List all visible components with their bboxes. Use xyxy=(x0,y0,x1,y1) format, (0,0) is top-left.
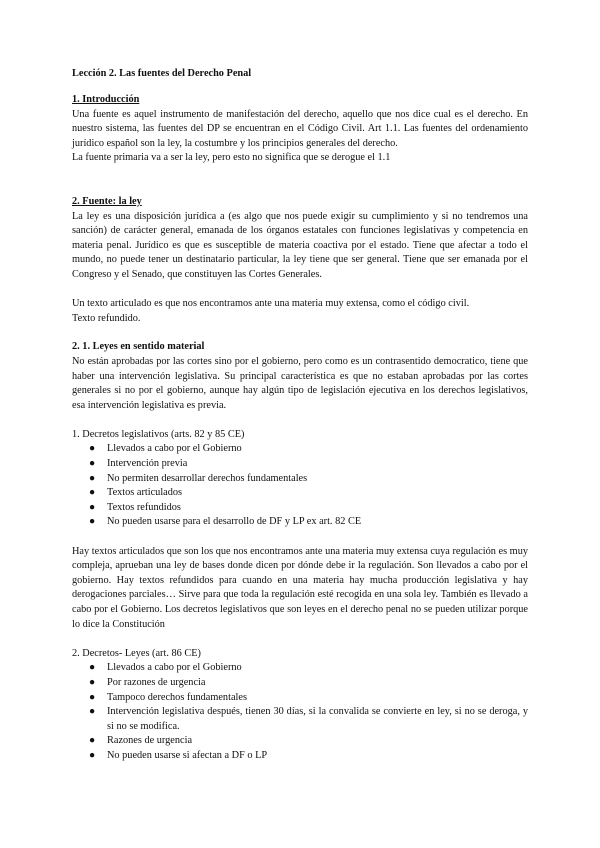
section-leyes-material-heading: 2. 1. Leyes en sentido material xyxy=(72,341,205,353)
leyes-material-paragraph-1: No están aprobadas por las cortes sino por el gobierno, pero como es un contrasentido democratico, tiene que haber una intervención legislativa. Su principal característica es que no estaban aprobadas por las cortes generales si no por el gobierno, aunque hay algún tipo de legislación ejecutiva en los derechos legislativos, esa intervención legislativa es previa. xyxy=(72,355,528,411)
list-item: ● Textos refundidos xyxy=(72,501,528,516)
bullet-icon: ● xyxy=(89,706,96,718)
ley-paragraph-1: La ley es una disposición jurídica a (es algo que nos puede exigir su cumplimiento y si no tendremos una sanción) de carácter general, emanada de los órganos estatales con funciones legislativas y competencia en materia penal. Jurídico es que es susceptible de materia coactiva por el estado. Tiene que afectar a todo el mundo, no puede tener un destinatario particular, la ley tiene que ser general. Tiene que ser emanada por el Congreso y el Senado, que constituyen las Cortes Generales. xyxy=(72,210,528,280)
ley-paragraph-2: Un texto articulado es que nos encontramos ante una materia muy extensa, como el código civil. xyxy=(72,298,470,310)
list-item: ● Intervención previa xyxy=(72,457,528,472)
decretos-leyes-title: 2. Decretos- Leyes (art. 86 CE) xyxy=(72,647,201,659)
document-title: Lección 2. Las fuentes del Derecho Penal xyxy=(72,68,252,79)
list-item: ● Intervención legislativa después, tienen 30 días, si la convalida se convierte en ley, si no se deroga, y si no se modifica. xyxy=(89,706,528,732)
section-introduccion-heading: 1. Introducción xyxy=(72,94,140,105)
bullet-icon: ● xyxy=(89,662,96,674)
bullet-icon: ● xyxy=(89,735,96,747)
list-item: ● Razones de urgencia xyxy=(72,734,528,749)
list-item: ● Tampoco derechos fundamentales xyxy=(72,691,528,706)
decretos-leyes-list xyxy=(72,661,528,763)
bullet-icon: ● xyxy=(89,749,96,761)
list-item: ● No pueden usarse para el desarrollo de DF y LP ex art. 82 CE xyxy=(72,515,528,530)
decretos-legislativos-list xyxy=(72,442,528,530)
bullet-icon: ● xyxy=(89,516,96,528)
bullet-icon: ● xyxy=(89,501,96,513)
bullet-icon: ● xyxy=(89,487,96,499)
intro-paragraph-2: La fuente primaria va a ser la ley, pero esto no significa que se derogue el 1.1 xyxy=(72,152,391,164)
list-item: ● No pueden usarse si afectan a DF o LP xyxy=(72,749,528,764)
list-item: ● Por razones de urgencia xyxy=(72,676,528,691)
textos-paragraph: Hay textos articulados que son los que nos encontramos ante una materia muy extensa cuya regulación es muy compleja, aprueban una ley de bases donde dicen por dónde debe ir la regulación. Son llevados a cabo por el gobierno. Hay textos refundidos para cuando en una materia hay mucha producción legislativa y hay derogaciones parciales… Sirve para que toda la regulación esté recogida en una sola ley. También es llevado a cabo por el Gobierno. Los decretos legislativos que son leyes en el derecho penal no se pueden utilizar porque lo dice la Constitución xyxy=(72,545,528,630)
bullet-icon: ● xyxy=(89,443,96,455)
intro-paragraph-1: Una fuente es aquel instrumento de manifestación del derecho, aquello que nos dice cual es el derecho. En nuestro sistema, las fuentes del DP se encuentran en el Código Civil. Art 1.1. Las fuentes del ordenamiento jurídico español son la ley, la costumbre y los principios generales del derecho. xyxy=(72,108,528,149)
bullet-icon: ● xyxy=(89,458,96,470)
list-item: ● Textos articulados xyxy=(72,486,528,501)
bullet-icon: ● xyxy=(89,472,96,484)
decretos-legislativos-title: 1. Decretos legislativos (arts. 82 y 85 CE) xyxy=(72,428,245,440)
ley-paragraph-3: Texto refundido. xyxy=(72,312,141,324)
section-ley-heading: 2. Fuente: la ley xyxy=(72,195,142,207)
bullet-icon: ● xyxy=(89,676,96,688)
list-item: ● No permiten desarrollar derechos fundamentales xyxy=(72,472,528,487)
list-item: ● Llevados a cabo por el Gobierno xyxy=(72,661,528,676)
list-item: ● Llevados a cabo por el Gobierno xyxy=(72,442,528,457)
bullet-icon: ● xyxy=(89,691,96,703)
